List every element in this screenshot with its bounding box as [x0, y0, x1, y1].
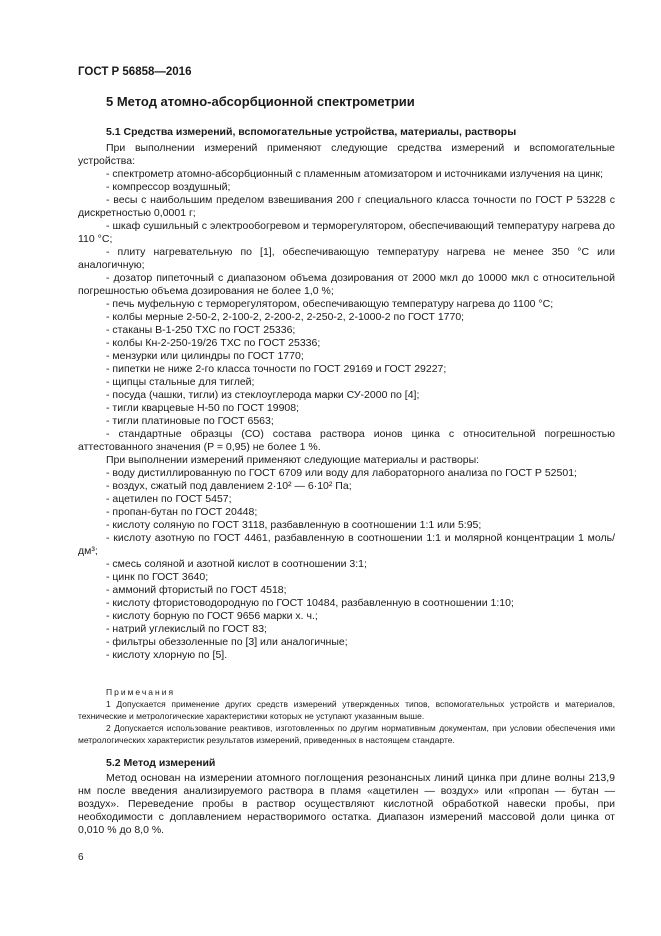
- equipment-item: - стандартные образцы (СО) состава раствора ионов цинка с относительной погрешностью аттестованного значения (P = 0,95) не более 1 %.: [78, 428, 615, 453]
- material-item: - фильтры обеззоленные по [3] или аналогичные;: [106, 636, 348, 648]
- equipment-item: - тигли кварцевые Н-50 по ГОСТ 19908;: [106, 402, 300, 414]
- intro-paragraph-2: При выполнении измерений применяют следующие материалы и растворы:: [106, 454, 480, 466]
- intro-paragraph-1: При выполнении измерений применяют следующие средства измерений и вспомогательные устройства:: [78, 142, 615, 167]
- material-item: - воду дистиллированную по ГОСТ 6709 или воду для лабораторного анализа по ГОСТ Р 52501;: [106, 467, 577, 479]
- subsection-title-5-1: 5.1 Средства измерений, вспомогательные устройства, материалы, растворы: [106, 126, 517, 138]
- standard-header: ГОСТ Р 56858—2016: [78, 66, 192, 78]
- equipment-item: - колбы мерные 2-50-2, 2-100-2, 2-200-2, 2-250-2, 2-1000-2 по ГОСТ 1770;: [106, 311, 465, 323]
- material-item: - пропан-бутан по ГОСТ 20448;: [106, 506, 258, 518]
- material-item: - кислоту соляную по ГОСТ 3118, разбавленную в соотношении 1:1 или 5:95;: [106, 519, 482, 531]
- equipment-item: - пипетки не ниже 2-го класса точности по ГОСТ 29169 и ГОСТ 29227;: [106, 363, 447, 375]
- equipment-item: - стаканы В-1-250 ТХС по ГОСТ 25336;: [106, 324, 296, 336]
- material-item: - воздух, сжатый под давлением 2·10² — 6·10² Па;: [106, 480, 352, 492]
- material-item: - ацетилен по ГОСТ 5457;: [106, 493, 232, 505]
- material-item: - смесь соляной и азотной кислот в соотношении 3:1;: [106, 558, 367, 570]
- equipment-item: - посуда (чашки, тигли) из стеклоуглерода марки СУ-2000 по [4];: [106, 389, 420, 401]
- material-item: - кислоту хлорную по [5].: [106, 649, 228, 661]
- method-block: [78, 772, 615, 837]
- material-item: - цинк по ГОСТ 3640;: [106, 571, 209, 583]
- equipment-list: [78, 168, 615, 454]
- equipment-item: - щипцы стальные для тиглей;: [106, 376, 255, 388]
- note-item: 2 Допускается использование реактивов, изготовленных по другим нормативным документам, при условии обеспечения ими метрологических характеристик результатов измерений, приведенных в настоящем стандарте.: [78, 723, 615, 745]
- equipment-item: - компрессор воздушный;: [106, 181, 231, 193]
- equipment-block: [78, 142, 615, 662]
- subsection-title-5-2: 5.2 Метод измерений: [106, 757, 216, 769]
- page-number: 6: [78, 852, 84, 863]
- equipment-item: - колбы Кн-2-250-19/26 ТХС по ГОСТ 25336;: [106, 337, 321, 349]
- method-paragraph: Метод основан на измерении атомного поглощения резонансных линий цинка при длине волны 213,9 нм после введения анализируемого раствора в пламя «ацетилен — воздух» или «пропан — бутан — воздух». Переведение пробы в раствор осуществляют кислотной обработкой навески пробы, при необходимости с доплавлением нерастворимого остатка. Диапазон измерений массовой доли цинка от 0,010 % до 8,0 %.: [78, 772, 615, 836]
- material-item: - кислоту борную по ГОСТ 9656 марки х. ч.;: [106, 610, 318, 622]
- section-title: 5 Метод атомно-абсорбционной спектрометрии: [106, 94, 415, 109]
- equipment-item: - спектрометр атомно-абсорбционный с пламенным атомизатором и источниками излучения на цинк;: [106, 168, 604, 180]
- equipment-item: - плиту нагревательную по [1], обеспечивающую температуру нагрева не менее 350 °С или аналогичную;: [78, 246, 615, 271]
- materials-list: [78, 467, 615, 662]
- material-item: - кислоту фтористоводородную по ГОСТ 10484, разбавленную в соотношении 1:10;: [106, 597, 514, 609]
- equipment-item: - дозатор пипеточный с диапазоном объема дозирования от 2000 мкл до 10000 мкл с относительной погрешностью объема дозирования не более 1,0 %;: [78, 272, 615, 297]
- material-item: - натрий углекислый по ГОСТ 83;: [106, 623, 267, 635]
- equipment-item: - шкаф сушильный с электрообогревом и терморегулятором, обеспечивающий температуру нагрева до 110 °С;: [78, 220, 615, 245]
- notes-block: [78, 686, 615, 746]
- equipment-item: - печь муфельную с терморегулятором, обеспечивающую температуру нагрева до 1100 °С;: [106, 298, 554, 310]
- equipment-item: - мензурки или цилиндры по ГОСТ 1770;: [106, 350, 304, 362]
- equipment-item: - весы с наибольшим пределом взвешивания 200 г специального класса точности по ГОСТ Р 53228 с дискретностью 0,0001 г;: [78, 194, 615, 219]
- material-item: - аммоний фтористый по ГОСТ 4518;: [106, 584, 287, 596]
- material-item: - кислоту азотную по ГОСТ 4461, разбавленную в соотношении 1:1 и молярной концентрации 1 моль/дм³;: [78, 532, 615, 557]
- note-item: 1 Допускается применение других средств измерений утвержденных типов, вспомогательных устройств и материалов, технические и метрологические характеристики которых не уступают указанным выше.: [78, 699, 615, 721]
- equipment-item: - тигли платиновые по ГОСТ 6563;: [106, 415, 274, 427]
- notes-title: Примечания: [106, 687, 176, 697]
- notes-list: [78, 698, 615, 746]
